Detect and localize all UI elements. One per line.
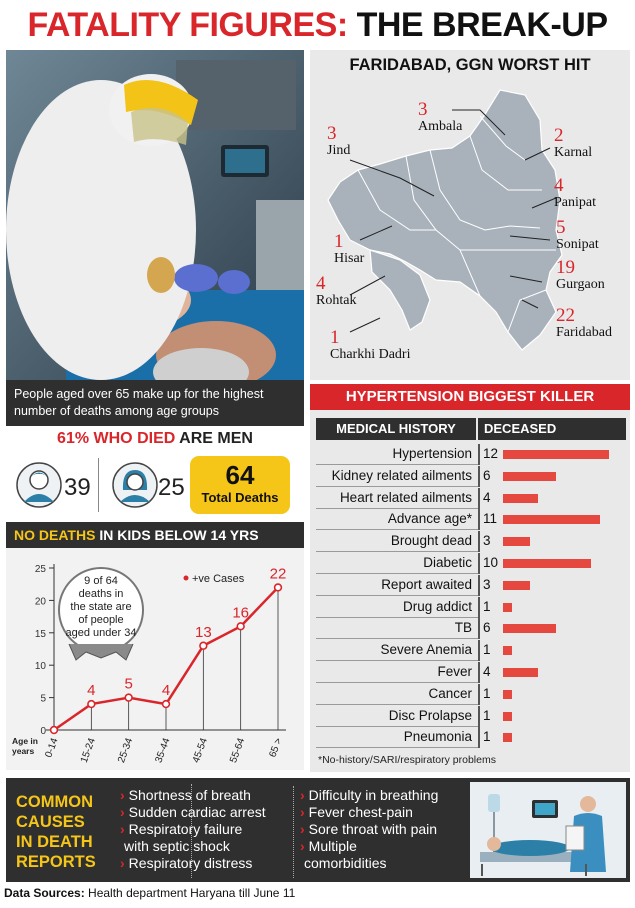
district-deaths: 22 <box>556 305 575 326</box>
deceased-bar <box>503 581 530 590</box>
district-name: Charkhi Dadri <box>330 347 411 362</box>
table-row <box>316 618 626 639</box>
arrow-icon: › <box>300 787 305 803</box>
common-causes-title <box>16 792 106 872</box>
deceased-count: 1 <box>483 729 491 745</box>
table-row <box>316 684 626 705</box>
condition-label: Disc Prolapse <box>316 706 478 727</box>
district-name: Gurgaon <box>556 277 605 292</box>
data-label: 4 <box>161 682 171 700</box>
data-label: 4 <box>87 682 96 700</box>
data-point <box>237 623 244 630</box>
arrow-icon: › <box>300 838 305 854</box>
causes-title-line: CAUSES <box>16 813 85 831</box>
deceased-count: 4 <box>483 489 491 505</box>
district-deaths: 3 <box>418 99 428 120</box>
deceased-count: 6 <box>483 467 491 483</box>
y-tick-label: 15 <box>34 628 46 640</box>
woman-icon <box>112 462 158 513</box>
data-point <box>275 584 282 591</box>
condition-label: Pneumonia <box>316 727 478 748</box>
data-source <box>4 886 295 900</box>
condition-label: Diabetic <box>316 553 478 574</box>
map-title: FARIDABAD, GGN WORST HIT <box>349 56 591 74</box>
deceased-count: 11 <box>483 511 498 527</box>
kids-banner-rest: IN KIDS BELOW 14 YRS <box>99 527 259 543</box>
map-label-karnal <box>554 126 592 161</box>
district-deaths: 19 <box>556 257 575 278</box>
table-row <box>316 597 626 618</box>
x-tick-label: 65 > <box>267 736 285 759</box>
deceased-bar <box>503 733 512 742</box>
data-point <box>88 701 95 708</box>
gender-title <box>6 430 304 448</box>
total-deaths-badge <box>190 456 290 514</box>
causes-column-1 <box>120 787 300 872</box>
cause-item: › Sudden cardiac arrest <box>120 804 266 820</box>
arrow-icon: › <box>300 821 305 837</box>
causes-title-line: IN DEATH <box>16 833 93 851</box>
condition-label: Brought dead <box>316 531 478 552</box>
table-row <box>316 509 626 530</box>
condition-label: Fever <box>316 662 478 683</box>
cause-item: › Sore throat with pain <box>300 821 438 837</box>
district-deaths: 2 <box>554 125 564 146</box>
deceased-bar <box>503 559 591 568</box>
causes-title-line: COMMON <box>16 793 93 811</box>
data-point <box>200 642 207 649</box>
x-tick-label: 0-14 <box>43 736 61 760</box>
condition-label: Heart related ailments <box>316 488 478 509</box>
deceased-bar <box>503 646 512 655</box>
district-name: Hisar <box>334 251 365 266</box>
x-tick-label: 55-64 <box>228 736 248 765</box>
arrow-icon: › <box>300 804 305 820</box>
y-tick-label: 5 <box>40 693 46 705</box>
deceased-bar <box>503 450 609 459</box>
map-label-ambala <box>418 100 462 135</box>
x-axis-label: Age in years <box>12 736 38 756</box>
district-deaths: 1 <box>330 327 340 348</box>
condition-label: TB <box>316 618 478 639</box>
deceased-bar <box>503 494 538 503</box>
men-count: 39 <box>64 474 91 501</box>
col-header-history: MEDICAL HISTORY <box>316 418 476 440</box>
data-source-text: Health department Haryana till June 11 <box>88 886 296 900</box>
condition-label: Cancer <box>316 684 478 705</box>
x-tick-label: 15-24 <box>78 736 98 765</box>
legend-label: +ve Cases <box>192 573 245 585</box>
arrow-icon: › <box>120 804 125 820</box>
district-deaths: 4 <box>316 273 326 294</box>
table-footnote: *No-history/SARI/respiratory problems <box>318 754 496 766</box>
cause-item: › Respiratory distress <box>120 855 253 871</box>
condition-label: Hypertension <box>316 444 478 465</box>
deceased-count: 4 <box>483 664 491 679</box>
total-deaths-number: 64 <box>225 460 255 490</box>
map-label-gurgaon <box>556 258 605 293</box>
y-tick-label: 0 <box>40 726 46 737</box>
deceased-bar <box>503 515 600 524</box>
district-name: Jind <box>327 143 351 158</box>
gender-divider <box>98 458 99 512</box>
district-deaths: 4 <box>554 175 564 196</box>
hospital-photo <box>6 50 304 380</box>
women-count: 25 <box>158 474 185 501</box>
badge-laurel <box>69 644 133 660</box>
kids-banner <box>6 522 304 548</box>
deceased-bar <box>503 472 556 481</box>
deceased-count: 1 <box>483 707 491 723</box>
page-title <box>0 0 635 50</box>
y-tick-label: 10 <box>34 661 46 673</box>
causes-column-2 <box>300 787 470 872</box>
cause-item: › Multiple <box>300 838 357 854</box>
condition-label: Advance age* <box>316 509 478 530</box>
deceased-count: 1 <box>483 685 491 701</box>
deceased-bar <box>503 712 512 721</box>
map-label-jind <box>327 124 350 159</box>
district-name: Rohtak <box>316 293 357 308</box>
district-deaths: 1 <box>334 231 344 252</box>
cause-item: › Respiratory failure <box>120 821 243 837</box>
deceased-count: 3 <box>483 533 491 549</box>
cause-item: › Shortness of breath <box>120 787 251 803</box>
district-name: Sonipat <box>556 237 599 252</box>
hypertension-banner: HYPERTENSION BIGGEST KILLER <box>310 384 630 410</box>
y-tick-label: 20 <box>34 596 46 608</box>
district-deaths: 3 <box>327 123 337 144</box>
table-row <box>316 488 626 509</box>
arrow-icon: › <box>120 821 125 837</box>
deceased-count: 6 <box>483 620 491 636</box>
condition-label: Kidney related ailments <box>316 466 478 487</box>
data-point <box>51 727 58 734</box>
cause-item: › Difficulty in breathing <box>300 787 439 803</box>
table-row <box>316 444 626 465</box>
district-name: Faridabad <box>556 325 612 340</box>
district-deaths: 5 <box>556 217 566 238</box>
data-label: 16 <box>232 604 250 622</box>
map-label-faridabad <box>556 306 612 341</box>
kids-banner-highlight: NO DEATHS <box>14 527 96 543</box>
patient-illustration <box>470 782 626 883</box>
table-row <box>316 553 626 574</box>
x-tick-label: 45-54 <box>190 736 210 765</box>
condition-label: Severe Anemia <box>316 640 478 661</box>
data-label: 5 <box>124 675 133 693</box>
causes-title-line: REPORTS <box>16 853 96 871</box>
data-label: 22 <box>269 565 287 583</box>
district-name: Panipat <box>554 195 596 210</box>
map-label-sonipat <box>556 218 599 253</box>
legend-marker <box>184 576 189 581</box>
badge-text: 9 of 64 deaths in the state are of people aged under 34 <box>65 575 137 639</box>
map-label-hisar <box>334 232 364 267</box>
map-label-rohtak <box>316 274 356 309</box>
title-part-2: THE BREAK-UP <box>356 6 608 44</box>
deceased-count: 1 <box>483 598 491 614</box>
arrow-icon: › <box>120 787 125 803</box>
title-part-1: FATALITY FIGURES: <box>27 6 348 44</box>
y-tick-label: 25 <box>34 564 46 575</box>
total-deaths-label: Total Deaths <box>201 490 279 505</box>
cause-item-continued: with septic shock <box>124 838 230 854</box>
deceased-bar <box>503 668 538 677</box>
table-row <box>316 662 626 683</box>
man-icon <box>16 462 62 513</box>
table-row <box>316 575 626 596</box>
map-label-panipat <box>554 176 596 211</box>
table-row <box>316 640 626 661</box>
arrow-icon: › <box>120 855 125 871</box>
deceased-count: 1 <box>483 642 491 658</box>
data-source-label: Data Sources: <box>4 886 85 900</box>
deceased-bar <box>503 624 556 633</box>
cause-item: › Fever chest-pain <box>300 804 413 820</box>
data-point <box>163 701 170 708</box>
cause-item-continued: comorbidities <box>304 855 387 871</box>
age-line-chart <box>6 548 304 770</box>
x-tick-label: 25-34 <box>116 736 136 765</box>
deceased-count: 3 <box>483 576 491 592</box>
district-name: Karnal <box>554 145 593 160</box>
col-header-deceased: DECEASED <box>478 418 626 440</box>
gender-title-rest: ARE MEN <box>179 430 253 447</box>
table-row <box>316 706 626 727</box>
photo-caption: People aged over 65 make up for the highest number of deaths among age groups <box>6 380 304 426</box>
data-label: 13 <box>194 623 212 641</box>
deceased-bar <box>503 537 530 546</box>
x-tick-label: 35-44 <box>153 736 173 765</box>
map-label-charkhi-dadri <box>330 328 410 363</box>
condition-label: Report awaited <box>316 575 478 596</box>
table-row <box>316 466 626 487</box>
condition-label: Drug addict <box>316 597 478 618</box>
table-row <box>316 531 626 552</box>
deceased-bar <box>503 603 512 612</box>
deceased-count: 10 <box>483 555 499 570</box>
deceased-count: 12 <box>483 446 499 461</box>
district-name: Ambala <box>418 119 463 134</box>
table-row <box>316 727 626 748</box>
gender-title-highlight: 61% WHO DIED <box>57 430 176 447</box>
deceased-bar <box>503 690 512 699</box>
data-point <box>125 694 132 701</box>
